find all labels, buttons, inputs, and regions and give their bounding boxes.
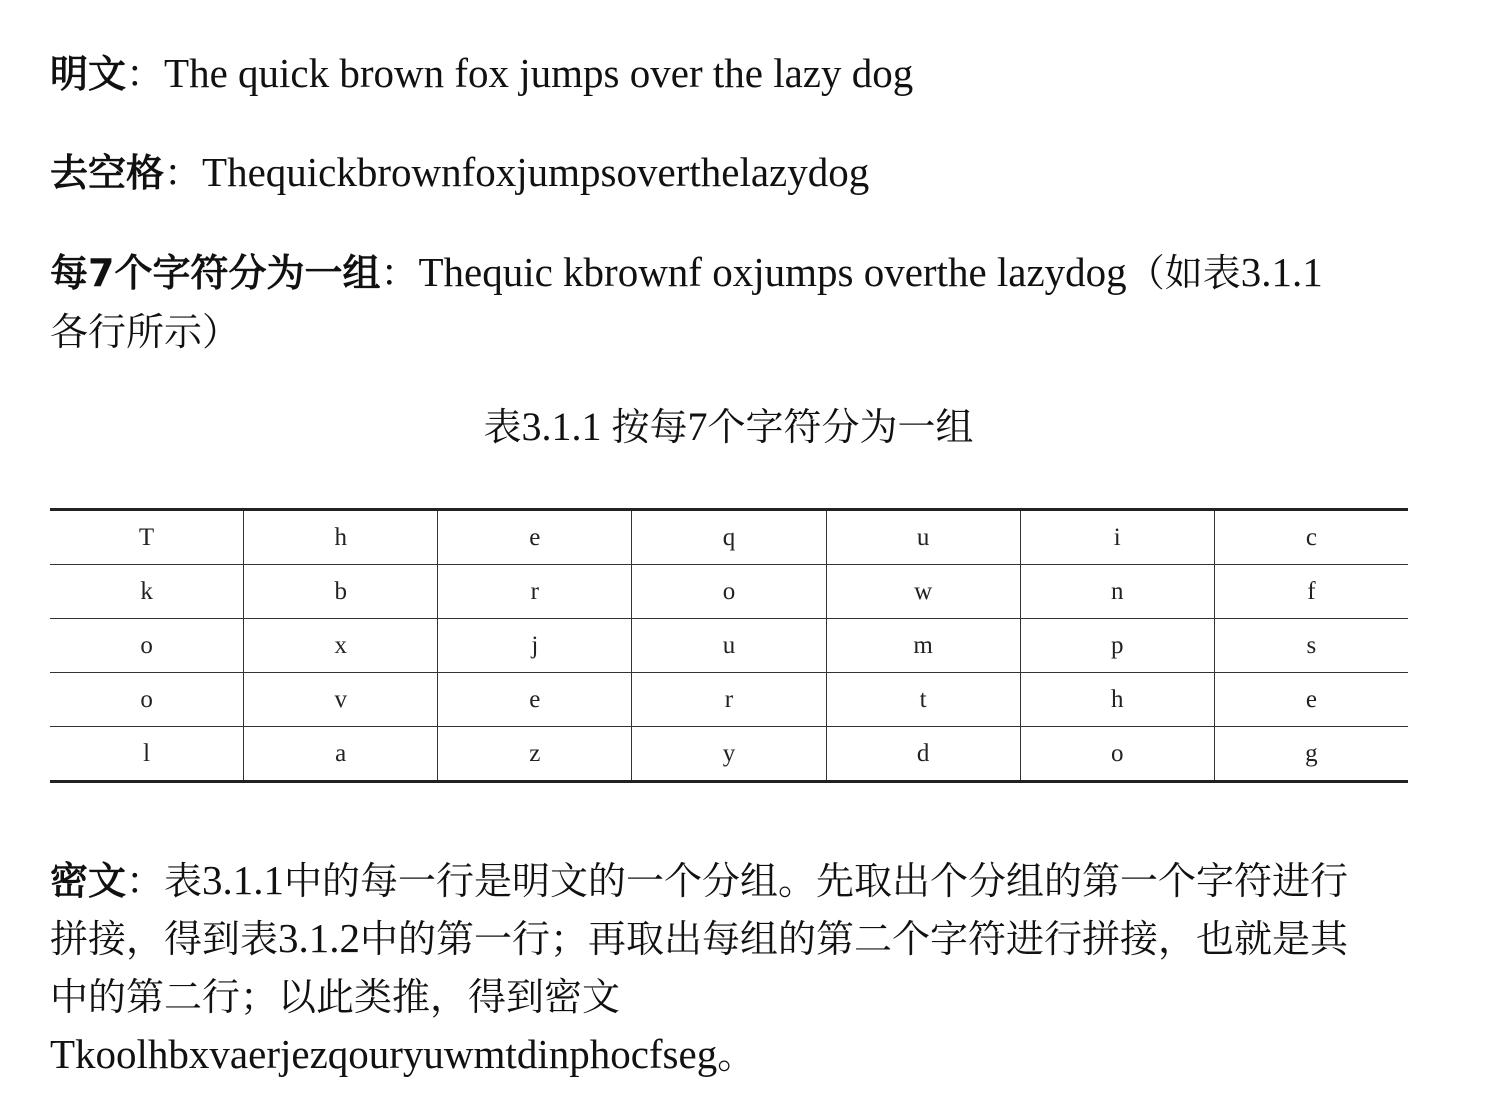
table-cell: k — [50, 565, 244, 619]
table-row — [50, 673, 1408, 727]
table-cell: q — [632, 510, 826, 565]
table-cell: s — [1214, 619, 1408, 673]
table-cell: a — [244, 727, 438, 782]
table-cell: f — [1214, 565, 1408, 619]
table-cell: y — [632, 727, 826, 782]
nospace-separator: ： — [164, 151, 203, 195]
nospace-value: Thequickbrownfoxjumpsoverthelazydog — [202, 149, 870, 195]
nospace-line — [50, 143, 869, 202]
table-cell: o — [50, 673, 244, 727]
transposition-table — [50, 508, 1408, 783]
table-cell: o — [1020, 727, 1214, 782]
grouping-note-ref: 3.1.1 — [1240, 249, 1323, 295]
grouping-value: Thequic kbrownf oxjumps overthe lazydog — [418, 249, 1127, 295]
table-row — [50, 619, 1408, 673]
caption-mid: 按每 — [611, 405, 688, 449]
table-cell: j — [438, 619, 632, 673]
ciphertext-part2: 中的每一行是明文的一个分组。先取出个分组的第一个字符进行拼接，得到表 — [50, 859, 1349, 961]
ciphertext-label: 密文 — [50, 859, 127, 903]
table-cell: l — [50, 727, 244, 782]
table-cell: u — [826, 510, 1020, 565]
table-cell: g — [1214, 727, 1408, 782]
table-cell: o — [50, 619, 244, 673]
table-row — [50, 510, 1408, 565]
ciphertext-value: Tkoolhbxvaerjezqouryuwmtdinphocfseg — [50, 1031, 718, 1077]
table-cell: T — [50, 510, 244, 565]
plaintext-line — [50, 44, 913, 103]
ciphertext-paragraph — [50, 852, 1370, 1084]
caption-prefix: 表 — [483, 405, 522, 449]
ciphertext-ref1: 3.1.1 — [202, 857, 285, 903]
ciphertext-part1: 表 — [164, 859, 203, 903]
plaintext-separator: ： — [126, 52, 165, 96]
caption-seven: 7 — [687, 404, 708, 449]
ciphertext-separator: ： — [126, 859, 165, 903]
caption-suffix: 个字符分为一组 — [707, 405, 974, 449]
table-cell: e — [1214, 673, 1408, 727]
table-cell: m — [826, 619, 1020, 673]
grouping-note-open: （如表 — [1126, 251, 1241, 295]
table-cell: e — [438, 673, 632, 727]
table-cell: h — [1020, 673, 1214, 727]
caption-number: 3.1.1 — [521, 404, 602, 449]
table-cell: x — [244, 619, 438, 673]
plaintext-label: 明文 — [50, 52, 127, 96]
table-cell: t — [826, 673, 1020, 727]
table-row — [50, 565, 1408, 619]
table-cell: o — [632, 565, 826, 619]
ciphertext-part3: 中的第一行；再取出每组的第二个字符进行拼接，也就是其中的第二行；以此类推，得到密文 — [50, 917, 1349, 1019]
ciphertext-ref2: 3.1.2 — [278, 915, 361, 961]
table-row — [50, 727, 1408, 782]
table-cell: r — [438, 565, 632, 619]
grouping-note-close: 各行所示） — [50, 310, 241, 354]
table-cell: n — [1020, 565, 1214, 619]
grouping-paragraph — [50, 243, 1360, 361]
table-cell: b — [244, 565, 438, 619]
table-cell: d — [826, 727, 1020, 782]
grouping-separator: ： — [380, 251, 419, 295]
table-cell: c — [1214, 510, 1408, 565]
table-cell: v — [244, 673, 438, 727]
table-caption — [50, 398, 1407, 456]
table-cell: z — [438, 727, 632, 782]
grouping-label: 每7个字符分为一组 — [50, 251, 381, 295]
table-cell: h — [244, 510, 438, 565]
nospace-label: 去空格 — [50, 151, 165, 195]
table-cell: r — [632, 673, 826, 727]
plaintext-value: The quick brown fox jumps over the lazy dog — [164, 50, 914, 96]
ciphertext-end: 。 — [717, 1033, 756, 1077]
table-cell: e — [438, 510, 632, 565]
table-cell: w — [826, 565, 1020, 619]
table-cell: i — [1020, 510, 1214, 565]
table-cell: p — [1020, 619, 1214, 673]
table-cell: u — [632, 619, 826, 673]
